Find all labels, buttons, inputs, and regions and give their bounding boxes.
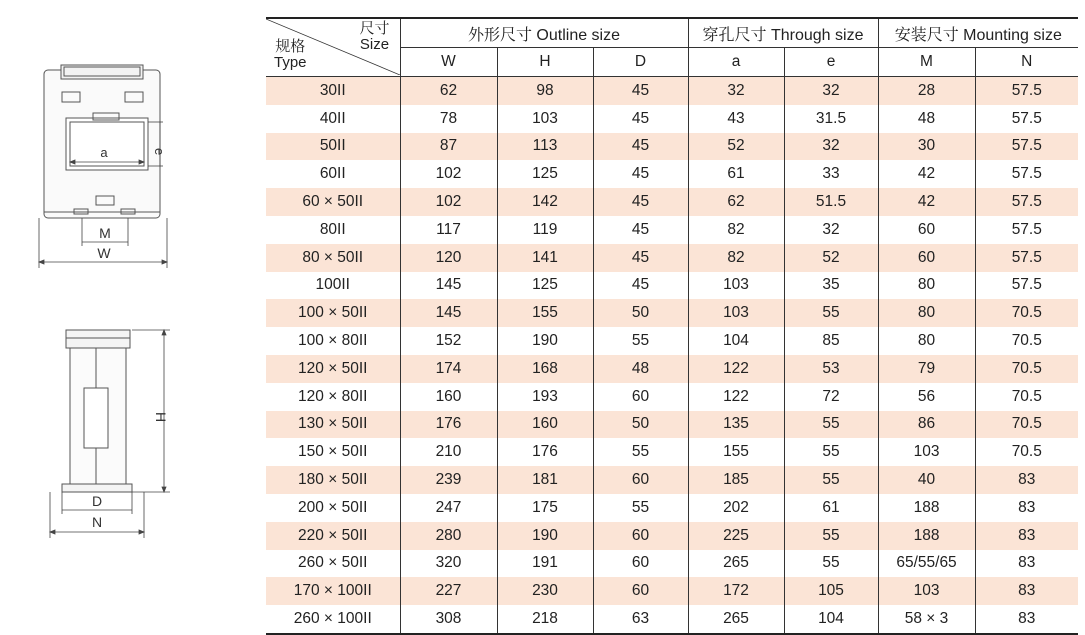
cell-W: 247: [400, 494, 497, 522]
cell-M: 80: [878, 327, 975, 355]
cell-M: 80: [878, 272, 975, 300]
cell-type: 100 × 50II: [266, 299, 400, 327]
corner-spec-cn: 规格: [275, 38, 306, 55]
cell-N: 70.5: [975, 299, 1078, 327]
cell-N: 83: [975, 466, 1078, 494]
cell-W: 78: [400, 105, 497, 133]
cell-a: 155: [688, 438, 784, 466]
cell-W: 174: [400, 355, 497, 383]
spec-table: [266, 17, 1078, 635]
cell-D: 55: [593, 494, 688, 522]
cell-D: 60: [593, 466, 688, 494]
cell-N: 83: [975, 494, 1078, 522]
cell-H: 181: [497, 466, 593, 494]
corner-size-en: Size: [359, 36, 390, 53]
cell-e: 32: [784, 77, 878, 105]
cell-a: 104: [688, 327, 784, 355]
cell-type: 100 × 80II: [298, 332, 368, 350]
cell-type: 120 × 80II: [298, 387, 368, 405]
cell-a: 172: [688, 577, 784, 605]
cell-M: 79: [878, 355, 975, 383]
cell-W: 102: [400, 188, 497, 216]
cell-a: 82: [688, 244, 784, 272]
cell-D: 45: [593, 77, 688, 105]
cell-W: 227: [400, 577, 497, 605]
table-row: [266, 188, 1078, 216]
cell-H: 190: [497, 522, 593, 550]
cell-N: 83: [975, 550, 1078, 578]
cell-H: 119: [497, 216, 593, 244]
table-row: [266, 160, 1078, 188]
cell-N: 57.5: [975, 244, 1078, 272]
cell-e: 33: [784, 160, 878, 188]
cell-M: 48: [878, 105, 975, 133]
table-row: [266, 438, 1078, 466]
cell-W: 160: [400, 383, 497, 411]
cell-a: 103: [688, 272, 784, 300]
front-view-drawing: [0, 0, 260, 300]
table-row: [266, 522, 1078, 550]
dim-D-label: D: [91, 493, 103, 509]
col-header-a: a: [688, 48, 784, 77]
col-header-W: W: [400, 48, 497, 77]
cell-H: 125: [497, 160, 593, 188]
table-row: [266, 605, 1078, 634]
spec-table-body: [266, 77, 1078, 634]
cell-W: 210: [400, 438, 497, 466]
cell-e: 72: [784, 383, 878, 411]
table-row: [266, 383, 1078, 411]
table-row: [266, 244, 1078, 272]
cell-H: 190: [497, 327, 593, 355]
cell-type: 30II: [266, 77, 400, 105]
cell-a: 52: [688, 133, 784, 161]
col-header-e: e: [784, 48, 878, 77]
cell-M: 42: [878, 188, 975, 216]
cell-D: 55: [593, 438, 688, 466]
cell-H: 230: [497, 577, 593, 605]
cell-N: 83: [975, 605, 1078, 634]
cell-type: 50II: [266, 133, 400, 161]
table-row: [266, 272, 1078, 300]
cell-H: 191: [497, 550, 593, 578]
cell-type: 40II: [319, 109, 346, 127]
cell-e: 55: [784, 522, 878, 550]
table-row: [266, 299, 1078, 327]
cell-a: 122: [688, 355, 784, 383]
cell-type: 150 × 50II: [298, 443, 368, 461]
cell-e: 32: [784, 133, 878, 161]
col-header-M: M: [878, 48, 975, 77]
cell-D: 45: [593, 272, 688, 300]
through-size-header: 穿孔尺寸 Through size: [688, 18, 878, 48]
cell-H: 218: [497, 605, 593, 634]
cell-W: 152: [400, 327, 497, 355]
table-row: [266, 105, 1078, 133]
cell-type: 80II: [319, 220, 346, 238]
cell-M: 188: [878, 494, 975, 522]
cell-N: 83: [975, 577, 1078, 605]
cell-D: 60: [593, 550, 688, 578]
cell-W: 308: [400, 605, 497, 634]
cell-H: 176: [497, 438, 593, 466]
dim-W-label: W: [97, 245, 111, 261]
cell-N: 57.5: [975, 105, 1078, 133]
cell-e: 32: [784, 216, 878, 244]
col-header-H: H: [497, 48, 593, 77]
cell-M: 80: [878, 299, 975, 327]
cell-M: 103: [878, 577, 975, 605]
cell-e: 55: [784, 438, 878, 466]
cell-H: 113: [497, 133, 593, 161]
table-row: [266, 133, 1078, 161]
cell-M: 42: [878, 160, 975, 188]
cell-e: 55: [784, 299, 878, 327]
cell-M: 188: [878, 522, 975, 550]
cell-D: 50: [593, 299, 688, 327]
cell-type: 80 × 50II: [266, 244, 400, 272]
cell-M: 65/55/65: [878, 550, 975, 578]
cell-W: 87: [400, 133, 497, 161]
cell-type: 220 × 50II: [266, 522, 400, 550]
cell-a: 61: [688, 160, 784, 188]
corner-size-cn: 尺寸: [359, 20, 390, 37]
table-row: [266, 550, 1078, 578]
table-row: [266, 411, 1078, 439]
dim-N-label: N: [91, 514, 103, 530]
cell-e: 31.5: [784, 105, 878, 133]
corner-spec-en: Type: [274, 54, 307, 71]
cell-H: 155: [497, 299, 593, 327]
cell-type: 60 × 50II: [266, 188, 400, 216]
cell-e: 51.5: [784, 188, 878, 216]
cell-D: 63: [593, 605, 688, 634]
cell-D: 55: [593, 327, 688, 355]
cell-W: 120: [400, 244, 497, 272]
table-row: [266, 494, 1078, 522]
cell-W: 280: [400, 522, 497, 550]
cell-H: 103: [497, 105, 593, 133]
table-row: [266, 466, 1078, 494]
cell-e: 85: [784, 327, 878, 355]
cell-e: 105: [784, 577, 878, 605]
cell-M: 58 × 3: [878, 605, 975, 634]
cell-D: 45: [593, 133, 688, 161]
cell-N: 57.5: [975, 160, 1078, 188]
cell-type: 100II: [315, 276, 350, 294]
cell-M: 56: [878, 383, 975, 411]
cell-H: 175: [497, 494, 593, 522]
cell-N: 57.5: [975, 188, 1078, 216]
cell-D: 48: [593, 355, 688, 383]
mounting-size-header: 安装尺寸 Mounting size: [878, 18, 1078, 48]
cell-N: 70.5: [975, 411, 1078, 439]
col-header-N: N: [975, 48, 1078, 77]
cell-N: 70.5: [975, 355, 1078, 383]
cell-N: 57.5: [975, 133, 1078, 161]
table-row: [266, 216, 1078, 244]
table-row: [266, 327, 1078, 355]
cell-W: 117: [400, 216, 497, 244]
cell-N: 70.5: [975, 438, 1078, 466]
cell-M: 28: [878, 77, 975, 105]
cell-type: 260 × 100II: [266, 605, 400, 634]
cell-type: 180 × 50II: [266, 466, 400, 494]
col-header-D: D: [593, 48, 688, 77]
cell-M: 103: [878, 438, 975, 466]
cell-H: 193: [497, 383, 593, 411]
cell-e: 53: [784, 355, 878, 383]
cell-a: 43: [688, 105, 784, 133]
cell-e: 35: [784, 272, 878, 300]
table-row: [266, 577, 1078, 605]
cell-D: 45: [593, 216, 688, 244]
dim-H-label: H: [153, 412, 169, 423]
cell-a: 185: [688, 466, 784, 494]
cell-H: 142: [497, 188, 593, 216]
cell-a: 225: [688, 522, 784, 550]
table-row: [266, 77, 1078, 105]
cell-W: 145: [400, 272, 497, 300]
cell-D: 60: [593, 577, 688, 605]
cell-N: 57.5: [975, 272, 1078, 300]
cell-a: 265: [688, 605, 784, 634]
cell-H: 125: [497, 272, 593, 300]
cell-e: 52: [784, 244, 878, 272]
cell-type: 170 × 100II: [266, 577, 400, 605]
cell-type: 60II: [319, 165, 346, 183]
cell-a: 62: [688, 188, 784, 216]
cell-W: 320: [400, 550, 497, 578]
dim-a-label: a: [100, 145, 108, 160]
cell-H: 168: [497, 355, 593, 383]
cell-e: 61: [784, 494, 878, 522]
cell-a: 265: [688, 550, 784, 578]
cell-W: 176: [400, 411, 497, 439]
dim-M-label: M: [99, 225, 111, 241]
cell-a: 202: [688, 494, 784, 522]
cell-D: 45: [593, 105, 688, 133]
corner-header: [266, 18, 400, 77]
cell-W: 239: [400, 466, 497, 494]
technical-drawings: [0, 0, 260, 635]
cell-type: 120 × 50II: [266, 355, 400, 383]
cell-e: 55: [784, 466, 878, 494]
cell-H: 141: [497, 244, 593, 272]
table-row: [266, 355, 1078, 383]
cell-W: 145: [400, 299, 497, 327]
cell-a: 32: [688, 77, 784, 105]
cell-H: 98: [497, 77, 593, 105]
cell-D: 45: [593, 160, 688, 188]
cell-N: 70.5: [975, 327, 1078, 355]
cell-type: 200 × 50II: [298, 498, 368, 516]
cell-H: 160: [497, 411, 593, 439]
cell-e: 55: [784, 550, 878, 578]
cell-a: 135: [688, 411, 784, 439]
cell-e: 55: [784, 411, 878, 439]
cell-D: 45: [593, 244, 688, 272]
cell-M: 40: [878, 466, 975, 494]
cell-a: 122: [688, 383, 784, 411]
cell-M: 30: [878, 133, 975, 161]
cell-N: 70.5: [975, 383, 1078, 411]
cell-D: 60: [593, 522, 688, 550]
cell-D: 60: [593, 383, 688, 411]
cell-D: 45: [593, 188, 688, 216]
cell-type: 130 × 50II: [266, 411, 400, 439]
cell-a: 82: [688, 216, 784, 244]
cell-e: 104: [784, 605, 878, 634]
cell-N: 57.5: [975, 216, 1078, 244]
cell-N: 83: [975, 522, 1078, 550]
cell-M: 60: [878, 216, 975, 244]
cell-type: 260 × 50II: [298, 554, 368, 572]
cell-D: 50: [593, 411, 688, 439]
outline-size-header: 外形尺寸 Outline size: [400, 18, 688, 48]
cell-a: 103: [688, 299, 784, 327]
cell-N: 57.5: [975, 77, 1078, 105]
side-view-drawing: [0, 300, 260, 635]
dim-e-label: e: [152, 148, 167, 156]
cell-M: 86: [878, 411, 975, 439]
cell-W: 62: [400, 77, 497, 105]
cell-M: 60: [878, 244, 975, 272]
cell-W: 102: [400, 160, 497, 188]
